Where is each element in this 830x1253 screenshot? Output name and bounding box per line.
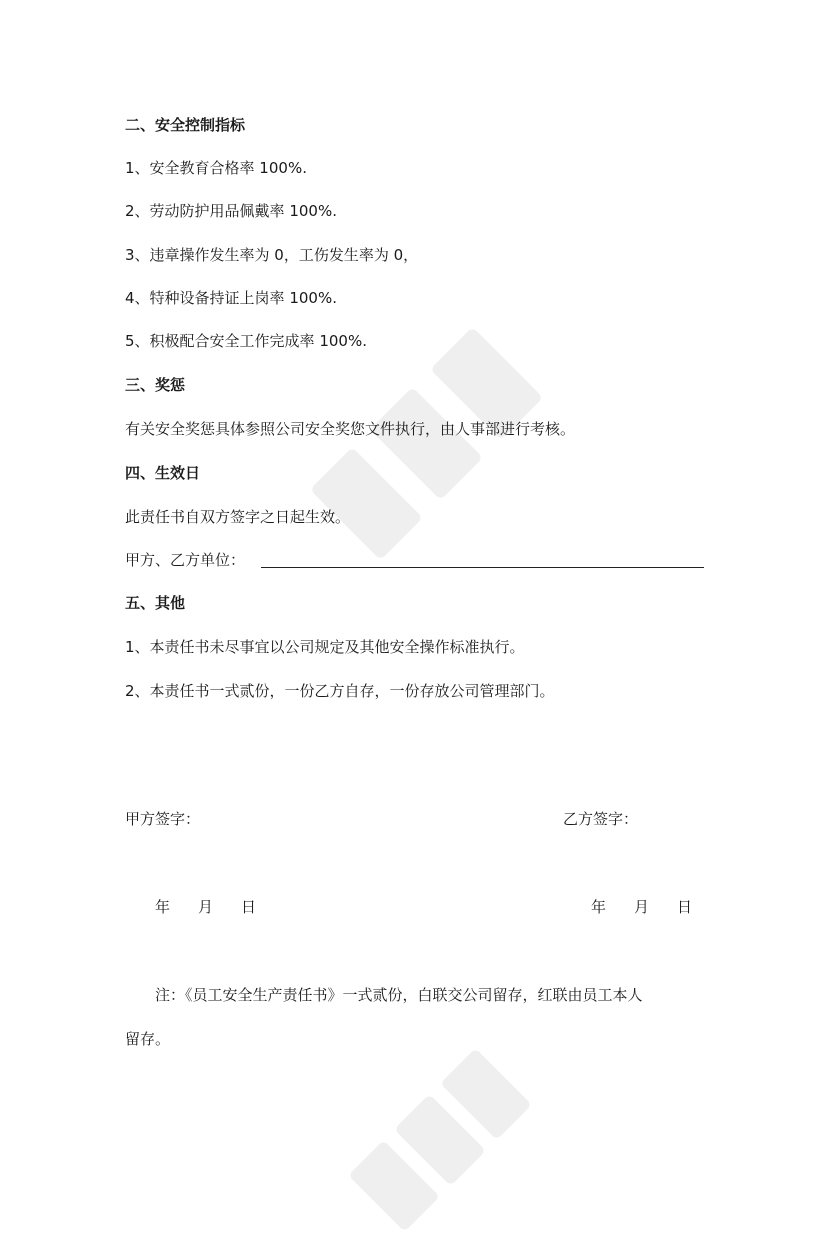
day-label: 日 — [677, 898, 693, 916]
section-3-text: 有关安全奖惩具体参照公司安全奖您文件执行，由人事部进行考核。 — [125, 420, 576, 438]
list-item: 5、积极配合安全工作完成率 100%. — [125, 332, 367, 350]
party-a-date — [155, 896, 284, 917]
unit-fill-line — [261, 567, 704, 568]
section-5-title: 五、其他 — [125, 594, 186, 612]
list-item: 4、特种设备持证上岗率 100%. — [125, 289, 337, 307]
party-b-signature-label: 乙方签字： — [563, 810, 639, 828]
year-label: 年 — [155, 898, 171, 916]
month-label: 月 — [198, 898, 214, 916]
section-3-title: 三、奖惩 — [125, 376, 186, 394]
party-a-signature-label: 甲方签字： — [125, 810, 201, 828]
section-4-text: 此责任书自双方签字之日起生效。 — [125, 508, 351, 526]
list-item: 3、违章操作发生率为 0，工伤发生率为 0， — [125, 246, 419, 264]
year-label: 年 — [591, 898, 607, 916]
watermark-logo-bottom — [327, 1027, 553, 1253]
list-item: 2、劳动防护用品佩戴率 100%. — [125, 202, 337, 220]
list-item: 2、本责任书一式贰份，一份乙方自存，一份存放公司管理部门。 — [125, 682, 555, 700]
note-line-2: 留存。 — [125, 1030, 171, 1048]
list-item: 1、安全教育合格率 100%. — [125, 159, 307, 177]
party-b-date — [591, 896, 720, 917]
list-item: 1、本责任书未尽事宜以公司规定及其他安全操作标准执行。 — [125, 638, 525, 656]
section-4-title: 四、生效日 — [125, 464, 201, 482]
day-label: 日 — [241, 898, 257, 916]
unit-label: 甲方、乙方单位： — [125, 551, 246, 569]
month-label: 月 — [634, 898, 650, 916]
section-2-title: 二、安全控制指标 — [125, 116, 246, 134]
note-line-1: 注：《员工安全生产责任书》一式贰份，白联交公司留存，红联由员工本人 — [155, 986, 643, 1004]
